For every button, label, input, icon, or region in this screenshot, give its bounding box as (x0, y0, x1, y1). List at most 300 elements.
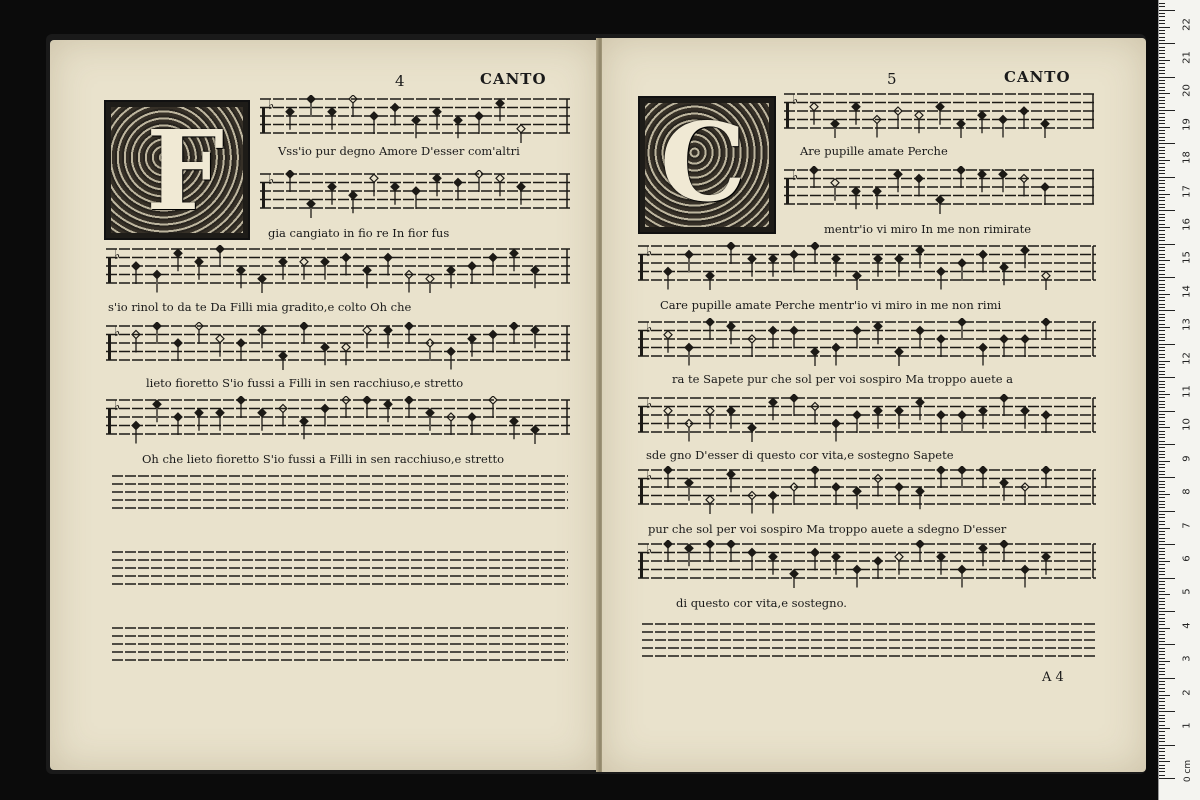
ruler-tick (1159, 564, 1165, 565)
staff-r5 (638, 394, 1096, 442)
ruler-label: 17 (1181, 184, 1193, 198)
ruler-tick (1159, 350, 1165, 351)
ruler-tick (1159, 120, 1165, 121)
ruler-tick (1159, 170, 1165, 171)
ruler-tick (1159, 347, 1165, 348)
ruler-tick (1159, 294, 1170, 295)
ruler-tick (1159, 324, 1165, 325)
ruler-tick (1159, 404, 1165, 405)
ruler-tick (1159, 53, 1165, 54)
ruler-tick (1159, 33, 1165, 34)
ruler-tick (1159, 103, 1165, 104)
ruler-tick (1159, 601, 1165, 602)
ruler-tick (1159, 661, 1170, 662)
ruler-tick (1159, 224, 1165, 225)
svg-text:♭: ♭ (114, 399, 121, 415)
ruler-label: 11 (1181, 385, 1193, 398)
ruler-tick (1159, 701, 1165, 702)
ruler-tick (1159, 684, 1165, 685)
ruler-tick (1159, 117, 1165, 118)
ruler-tick (1159, 337, 1165, 338)
ruler-tick (1159, 608, 1165, 609)
ruler-tick (1159, 471, 1165, 472)
ruler-label: 20 (1181, 84, 1193, 98)
staff-r3 (638, 242, 1096, 290)
ruler-tick (1159, 334, 1165, 335)
ruler-tick (1159, 140, 1165, 141)
ruler-tick (1159, 504, 1165, 505)
ruler-tick (1159, 123, 1165, 124)
ruler-tick (1159, 391, 1165, 392)
lyric-line-r4: ra te Sapete pur che sol per voi sospiro Ma troppo auete a (672, 372, 1014, 386)
ruler-tick (1159, 725, 1165, 726)
ruler-tick (1159, 611, 1175, 612)
staff-3 (106, 245, 570, 293)
svg-text:♭: ♭ (646, 245, 653, 261)
ruler-tick (1159, 384, 1165, 385)
ruler-tick (1159, 13, 1165, 14)
ruler-tick (1159, 681, 1165, 682)
lyric-line-r2: mentr'io vi miro In me non rimirate (824, 222, 1032, 236)
ruler-tick (1159, 411, 1175, 412)
ruler-tick (1159, 538, 1165, 539)
ruler-tick (1159, 274, 1165, 275)
ruler-label: 22 (1181, 17, 1193, 31)
ruler-tick (1159, 451, 1165, 452)
ruler-tick (1159, 344, 1175, 345)
ruler-tick (1159, 397, 1165, 398)
ruler-tick (1159, 708, 1165, 709)
ruler-tick (1159, 544, 1175, 545)
ruler-tick (1159, 137, 1165, 138)
ruler-tick (1159, 501, 1165, 502)
ruler-label: 10 (1181, 418, 1193, 432)
ruler-tick (1159, 100, 1165, 101)
staff-2 (260, 170, 570, 218)
ruler-tick (1159, 230, 1165, 231)
empty-staff-3 (112, 624, 568, 664)
ruler-tick (1159, 618, 1165, 619)
svg-text:♭: ♭ (646, 543, 653, 559)
staff-1 (260, 95, 570, 143)
ruler-tick (1159, 73, 1165, 74)
svg-text:♭: ♭ (646, 321, 653, 337)
ruler-tick (1159, 735, 1165, 736)
ruler-tick (1159, 147, 1165, 148)
ruler-tick (1159, 648, 1165, 649)
ruler-tick (1159, 180, 1165, 181)
ruler-tick (1159, 57, 1165, 58)
ruler-unit: 0 cm (1183, 759, 1194, 783)
ruler-tick (1159, 367, 1165, 368)
staff-r7 (638, 540, 1096, 588)
empty-staff-2 (112, 548, 568, 588)
svg-text:♭: ♭ (268, 98, 275, 114)
ruler-tick (1159, 290, 1165, 291)
ruler-label: 14 (1181, 284, 1193, 298)
ruler-tick (1159, 631, 1165, 632)
signature-mark: A 4 (1042, 670, 1064, 685)
ruler-tick (1159, 765, 1165, 766)
ruler-tick (1159, 110, 1175, 111)
ruler-tick (1159, 738, 1165, 739)
ruler-tick (1159, 3, 1165, 4)
ruler-tick (1159, 474, 1165, 475)
ruler-tick (1159, 748, 1165, 749)
ruler-tick (1159, 755, 1165, 756)
ruler-tick (1159, 481, 1165, 482)
ruler-tick (1159, 264, 1165, 265)
ruler-tick (1159, 234, 1165, 235)
ruler-tick (1159, 357, 1165, 358)
ruler-tick (1159, 775, 1165, 776)
staff-r6 (638, 466, 1096, 514)
ruler-tick (1159, 614, 1165, 615)
ruler-tick (1159, 674, 1165, 675)
ruler-tick (1159, 768, 1165, 769)
ruler-tick (1159, 300, 1165, 301)
ruler-tick (1159, 444, 1175, 445)
ruler-tick (1159, 454, 1165, 455)
svg-text:♭: ♭ (268, 173, 275, 189)
page-header-right: CANTO (1004, 68, 1071, 86)
ruler-tick (1159, 240, 1165, 241)
ruler-tick (1159, 70, 1165, 71)
ruler-tick (1159, 260, 1170, 261)
ruler-tick (1159, 150, 1165, 151)
ruler-tick (1159, 594, 1170, 595)
staff-4 (106, 322, 570, 370)
lyric-line-r7: di questo cor vita,e sostegno. (676, 596, 847, 610)
ruler-tick (1159, 50, 1165, 51)
ruler-tick (1159, 30, 1165, 31)
ruler-tick (1159, 421, 1165, 422)
lyric-line-2: gia cangiato in fio re In fior fus (268, 226, 450, 240)
ruler-tick (1159, 113, 1165, 114)
ruler-tick (1159, 598, 1165, 599)
ruler-tick (1159, 548, 1165, 549)
page-number-left: 4 (395, 72, 405, 90)
ruler-tick (1159, 641, 1165, 642)
ruler-tick (1159, 431, 1165, 432)
left-page (50, 40, 598, 770)
ruler-label: 3 (1181, 655, 1193, 662)
ruler-tick (1159, 60, 1170, 61)
ruler-tick (1159, 153, 1165, 154)
ruler-tick (1159, 250, 1165, 251)
ruler-tick (1159, 437, 1165, 438)
ruler-tick (1159, 143, 1175, 144)
staff-r1 (784, 90, 1096, 138)
ruler-tick (1159, 6, 1165, 7)
ruler-tick (1159, 761, 1170, 762)
ruler-tick (1159, 581, 1165, 582)
ruler-tick (1159, 514, 1165, 515)
ruler-tick (1159, 247, 1165, 248)
ruler-tick (1159, 43, 1175, 44)
ruler-tick (1159, 107, 1165, 108)
ruler-tick (1159, 644, 1175, 645)
ruler-label: 12 (1181, 351, 1193, 365)
ruler-tick (1159, 521, 1165, 522)
ruler-tick (1159, 574, 1165, 575)
decorated-initial-left: F (104, 100, 250, 240)
ruler-tick (1159, 568, 1165, 569)
ruler-tick (1159, 541, 1165, 542)
ruler-tick (1159, 190, 1165, 191)
ruler-tick (1159, 280, 1165, 281)
ruler-tick (1159, 77, 1175, 78)
ruler-tick (1159, 133, 1165, 134)
ruler-tick (1159, 528, 1170, 529)
ruler-tick (1159, 16, 1165, 17)
decorated-initial-right: C (638, 96, 776, 234)
ruler-tick (1159, 210, 1175, 211)
ruler-tick (1159, 758, 1165, 759)
ruler-tick (1159, 705, 1165, 706)
ruler-tick (1159, 634, 1165, 635)
staff-5 (106, 396, 570, 444)
ruler-tick (1159, 394, 1170, 395)
ruler-tick (1159, 361, 1170, 362)
ruler-tick (1159, 354, 1165, 355)
ruler-label: 19 (1181, 117, 1193, 131)
ruler-tick (1159, 310, 1175, 311)
ruler-tick (1159, 87, 1165, 88)
ruler-tick (1159, 751, 1165, 752)
ruler-tick (1159, 534, 1165, 535)
ruler-tick (1159, 257, 1165, 258)
ruler-tick (1159, 621, 1165, 622)
ruler-label: 18 (1181, 151, 1193, 164)
ruler-tick (1159, 284, 1165, 285)
ruler-label: 13 (1181, 318, 1193, 331)
ruler-tick (1159, 441, 1165, 442)
ruler-tick (1159, 688, 1165, 689)
ruler-tick (1159, 671, 1165, 672)
ruler-tick (1159, 491, 1165, 492)
ruler-tick (1159, 40, 1165, 41)
ruler-label: 16 (1181, 218, 1193, 231)
ruler-tick (1159, 511, 1175, 512)
ruler-tick (1159, 427, 1170, 428)
ruler-tick (1159, 691, 1165, 692)
ruler-tick (1159, 10, 1175, 11)
lyric-line-3: s'io rinol to da te Da Filli mia gradito,e colto Oh che (108, 300, 412, 314)
ruler-tick (1159, 561, 1170, 562)
page-header-left: CANTO (480, 70, 547, 88)
ruler-tick (1159, 160, 1170, 161)
ruler-tick (1159, 200, 1165, 201)
ruler-tick (1159, 97, 1165, 98)
svg-text:♭: ♭ (114, 248, 121, 264)
ruler-tick (1159, 447, 1165, 448)
ruler-tick (1159, 487, 1165, 488)
ruler-tick (1159, 731, 1165, 732)
ruler-tick (1159, 270, 1165, 271)
ruler-tick (1159, 624, 1165, 625)
ruler-tick (1159, 651, 1165, 652)
ruler-tick (1159, 477, 1175, 478)
ruler-tick (1159, 558, 1165, 559)
ruler-tick (1159, 407, 1165, 408)
ruler-tick (1159, 194, 1170, 195)
ruler-tick (1159, 698, 1165, 699)
ruler-tick (1159, 317, 1165, 318)
ruler-tick (1159, 721, 1165, 722)
ruler-tick (1159, 254, 1165, 255)
ruler-tick (1159, 217, 1165, 218)
ruler-label: 1 (1181, 722, 1193, 729)
ruler-label: 21 (1181, 51, 1193, 64)
ruler-tick (1159, 517, 1165, 518)
svg-text:♭: ♭ (792, 169, 799, 185)
ruler-tick (1159, 297, 1165, 298)
ruler-tick (1159, 778, 1175, 779)
ruler-tick (1159, 507, 1165, 508)
ruler-tick (1159, 364, 1165, 365)
ruler-tick (1159, 374, 1165, 375)
ruler-label: 9 (1181, 455, 1193, 462)
ruler-label: 6 (1181, 555, 1193, 562)
ruler-tick (1159, 47, 1165, 48)
ruler-tick (1159, 711, 1175, 712)
ruler-tick (1159, 80, 1165, 81)
ruler-tick (1159, 204, 1165, 205)
ruler-tick (1159, 718, 1165, 719)
ruler-tick (1159, 551, 1165, 552)
ruler-tick (1159, 63, 1165, 64)
staff-r2 (784, 166, 1096, 214)
ruler-tick (1159, 424, 1165, 425)
ruler-tick (1159, 157, 1165, 158)
ruler-tick (1159, 678, 1175, 679)
measurement-ruler (1158, 0, 1200, 800)
ruler-tick (1159, 494, 1170, 495)
ruler-tick (1159, 371, 1165, 372)
ruler-tick (1159, 90, 1165, 91)
ruler-label: 4 (1181, 622, 1193, 629)
ruler-label: 15 (1181, 251, 1193, 265)
empty-staff-1 (112, 472, 568, 512)
page-number-right: 5 (887, 70, 897, 88)
svg-text:♭: ♭ (646, 469, 653, 485)
ruler-tick (1159, 638, 1165, 639)
ruler-tick (1159, 464, 1165, 465)
ruler-tick (1159, 715, 1165, 716)
ruler-tick (1159, 83, 1165, 84)
ruler-tick (1159, 37, 1165, 38)
ruler-tick (1159, 741, 1165, 742)
ruler-tick (1159, 745, 1175, 746)
empty-staff-r1 (642, 620, 1096, 660)
staff-r4 (638, 318, 1096, 366)
ruler-tick (1159, 664, 1165, 665)
ruler-tick (1159, 554, 1165, 555)
ruler-tick (1159, 668, 1165, 669)
ruler-tick (1159, 340, 1165, 341)
ruler-tick (1159, 571, 1165, 572)
ruler-tick (1159, 214, 1165, 215)
ruler-tick (1159, 67, 1165, 68)
ruler-tick (1159, 127, 1170, 128)
ruler-tick (1159, 457, 1165, 458)
right-page (602, 38, 1146, 772)
ruler-tick (1159, 414, 1165, 415)
ruler-tick (1159, 401, 1165, 402)
ruler-tick (1159, 207, 1165, 208)
ruler-tick (1159, 220, 1165, 221)
ruler-tick (1159, 658, 1165, 659)
ruler-tick (1159, 771, 1165, 772)
ruler-tick (1159, 591, 1165, 592)
ruler-tick (1159, 584, 1165, 585)
ruler-tick (1159, 695, 1170, 696)
ruler-label: 5 (1181, 588, 1193, 595)
ruler-tick (1159, 467, 1165, 468)
ruler-tick (1159, 267, 1165, 268)
ruler-label: 7 (1181, 521, 1193, 529)
ruler-tick (1159, 173, 1165, 174)
ruler-tick (1159, 304, 1165, 305)
ruler-tick (1159, 417, 1165, 418)
ruler-label: 8 (1181, 488, 1193, 495)
svg-text:♭: ♭ (114, 325, 121, 341)
ruler-tick (1159, 130, 1165, 131)
svg-text:♭: ♭ (792, 93, 799, 109)
ruler-tick (1159, 327, 1170, 328)
ruler-tick (1159, 197, 1165, 198)
ruler-tick (1159, 27, 1170, 28)
ruler-tick (1159, 497, 1165, 498)
ruler-tick (1159, 531, 1165, 532)
ruler-label: 2 (1181, 688, 1193, 696)
ruler-tick (1159, 524, 1165, 525)
svg-text:♭: ♭ (646, 397, 653, 413)
ruler-tick (1159, 163, 1165, 164)
ruler-tick (1159, 330, 1165, 331)
lyric-line-r1: Are pupille amate Perche (800, 144, 948, 158)
ruler-tick (1159, 434, 1165, 435)
ruler-tick (1159, 728, 1170, 729)
ruler-tick (1159, 277, 1175, 278)
lyric-line-r6: pur che sol per voi sospiro Ma troppo auete a sdegno D'esser (648, 522, 1007, 536)
ruler-tick (1159, 187, 1165, 188)
lyric-line-r3: Care pupille amate Perche mentr'io vi miro in me non rimi (660, 298, 1002, 312)
ruler-tick (1159, 387, 1165, 388)
ruler-tick (1159, 307, 1165, 308)
ruler-tick (1159, 167, 1165, 168)
ruler-tick (1159, 588, 1165, 589)
ruler-tick (1159, 23, 1165, 24)
ruler-tick (1159, 578, 1175, 579)
ruler-tick (1159, 93, 1170, 94)
ruler-tick (1159, 484, 1165, 485)
lyric-line-4: lieto fioretto S'io fussi a Filli in sen racchiuso,e stretto (146, 376, 464, 390)
ruler-tick (1159, 377, 1175, 378)
lyric-line-1: Vss'io pur degno Amore D'esser com'altri (278, 144, 520, 158)
ruler-tick (1159, 183, 1165, 184)
ruler-tick (1159, 604, 1165, 605)
ruler-tick (1159, 320, 1165, 321)
ruler-tick (1159, 244, 1175, 245)
ruler-tick (1159, 287, 1165, 288)
ruler-tick (1159, 381, 1165, 382)
ruler-tick (1159, 654, 1165, 655)
ruler-tick (1159, 20, 1165, 21)
ruler-tick (1159, 314, 1165, 315)
ruler-tick (1159, 461, 1170, 462)
